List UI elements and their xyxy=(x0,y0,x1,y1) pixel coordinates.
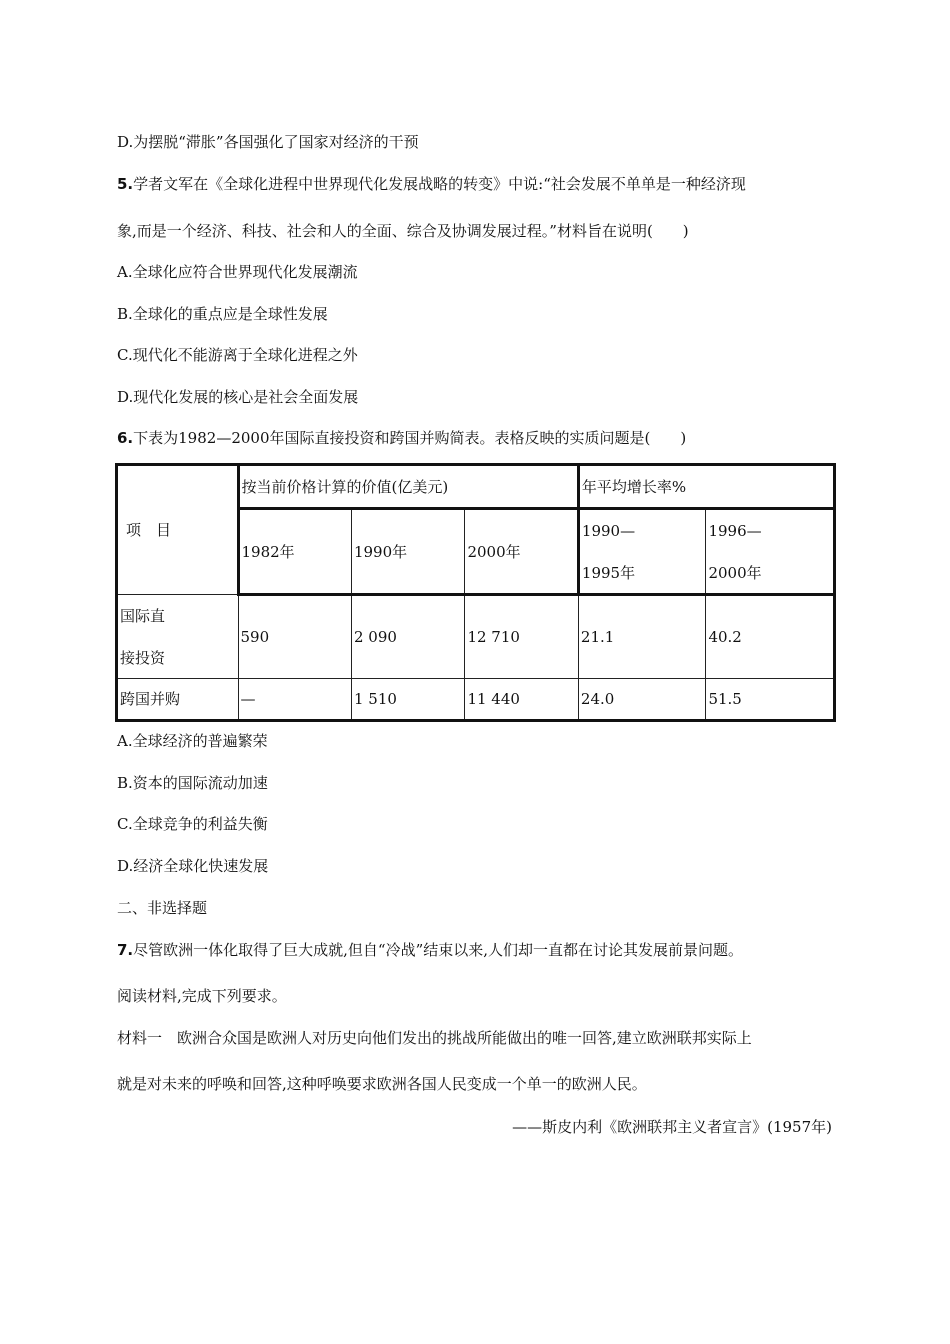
row-label-mna: 跨国并购 xyxy=(117,679,239,721)
row-label-fdi xyxy=(117,595,239,679)
item-header: 项 目 xyxy=(117,465,239,595)
q5-stem-line2: 象,而是一个经济、科技、社会和人的全面、综合及协调发展过程。”材料旨在说明( ) xyxy=(117,222,689,240)
year-1982-header: 1982年 xyxy=(238,509,351,595)
q5-option-a: A.全球化应符合世界现代化发展潮流 xyxy=(117,263,358,281)
cell-value: 40.2 xyxy=(706,595,835,679)
period2-end: 2000年 xyxy=(708,563,762,582)
q7-source: ——斯皮内利《欧洲联邦主义者宣言》(1957年) xyxy=(512,1118,832,1136)
cell-value: 1 510 xyxy=(351,679,464,721)
cell-value: 21.1 xyxy=(578,595,706,679)
cell-value: 24.0 xyxy=(578,679,706,721)
cell-value: 11 440 xyxy=(465,679,578,721)
q5-number: 5. xyxy=(117,175,134,193)
value-header: 按当前价格计算的价值(亿美元) xyxy=(238,465,578,509)
period1-end: 1995年 xyxy=(581,563,636,582)
q4-option-d: D.为摆脱“滞胀”各国强化了国家对经济的干预 xyxy=(117,133,419,151)
table-row xyxy=(117,679,835,721)
q5-option-b: B.全球化的重点应是全球性发展 xyxy=(117,305,328,323)
q6-option-a: A.全球经济的普遍繁荣 xyxy=(117,732,268,750)
growth-header: 年平均增长率% xyxy=(578,465,834,509)
q7-material1-line2: 就是对未来的呼唤和回答,这种呼唤要求欧洲各国人民变成一个单一的欧洲人民。 xyxy=(117,1075,647,1093)
q6-option-d: D.经济全球化快速发展 xyxy=(117,857,269,875)
q6-option-c: C.全球竞争的利益失衡 xyxy=(117,815,268,833)
period-1990-1995-header xyxy=(578,509,706,595)
q7-instruction: 阅读材料,完成下列要求。 xyxy=(117,987,287,1005)
period-1996-2000-header xyxy=(706,509,835,595)
row-label-fdi-line2: 接投资 xyxy=(120,648,166,667)
q6-stem-text: 下表为1982—2000年国际直接投资和跨国并购简表。表格反映的实质问题是( ) xyxy=(133,429,687,447)
q7-material1-line1: 材料一 欧洲合众国是欧洲人对历史向他们发出的挑战所能做出的唯一回答,建立欧洲联邦实际上 xyxy=(117,1029,752,1047)
investment-table xyxy=(115,463,836,722)
q6-option-b: B.资本的国际流动加速 xyxy=(117,774,268,792)
cell-value: 12 710 xyxy=(465,595,578,679)
q6-number: 6. xyxy=(117,429,134,447)
year-2000-header: 2000年 xyxy=(465,509,578,595)
q5-option-c: C.现代化不能游离于全球化进程之外 xyxy=(117,346,358,364)
q7-stem xyxy=(117,940,743,960)
q7-stem-text: 尽管欧洲一体化取得了巨大成就,但自“冷战”结束以来,人们却一直都在讨论其发展前景问题。 xyxy=(133,941,744,959)
year-1990-header: 1990年 xyxy=(351,509,464,595)
q7-number: 7. xyxy=(117,941,134,959)
q6-stem xyxy=(117,428,686,448)
row-label-fdi-line1: 国际直 xyxy=(120,606,166,625)
q5-option-d: D.现代化发展的核心是社会全面发展 xyxy=(117,388,359,406)
table-row xyxy=(117,595,835,679)
q5-stem-line1 xyxy=(117,174,746,194)
q5-stem-text: 学者文军在《全球化进程中世界现代化发展战略的转变》中说:“社会发展不单单是一种经济现 xyxy=(133,175,746,193)
cell-value: 2 090 xyxy=(351,595,464,679)
period2-start: 1996— xyxy=(708,521,762,540)
section-heading: 二、非选择题 xyxy=(117,899,208,917)
period1-start: 1990— xyxy=(581,521,636,540)
cell-value: 590 xyxy=(238,595,351,679)
cell-value: 51.5 xyxy=(706,679,835,721)
cell-value: — xyxy=(238,679,351,721)
